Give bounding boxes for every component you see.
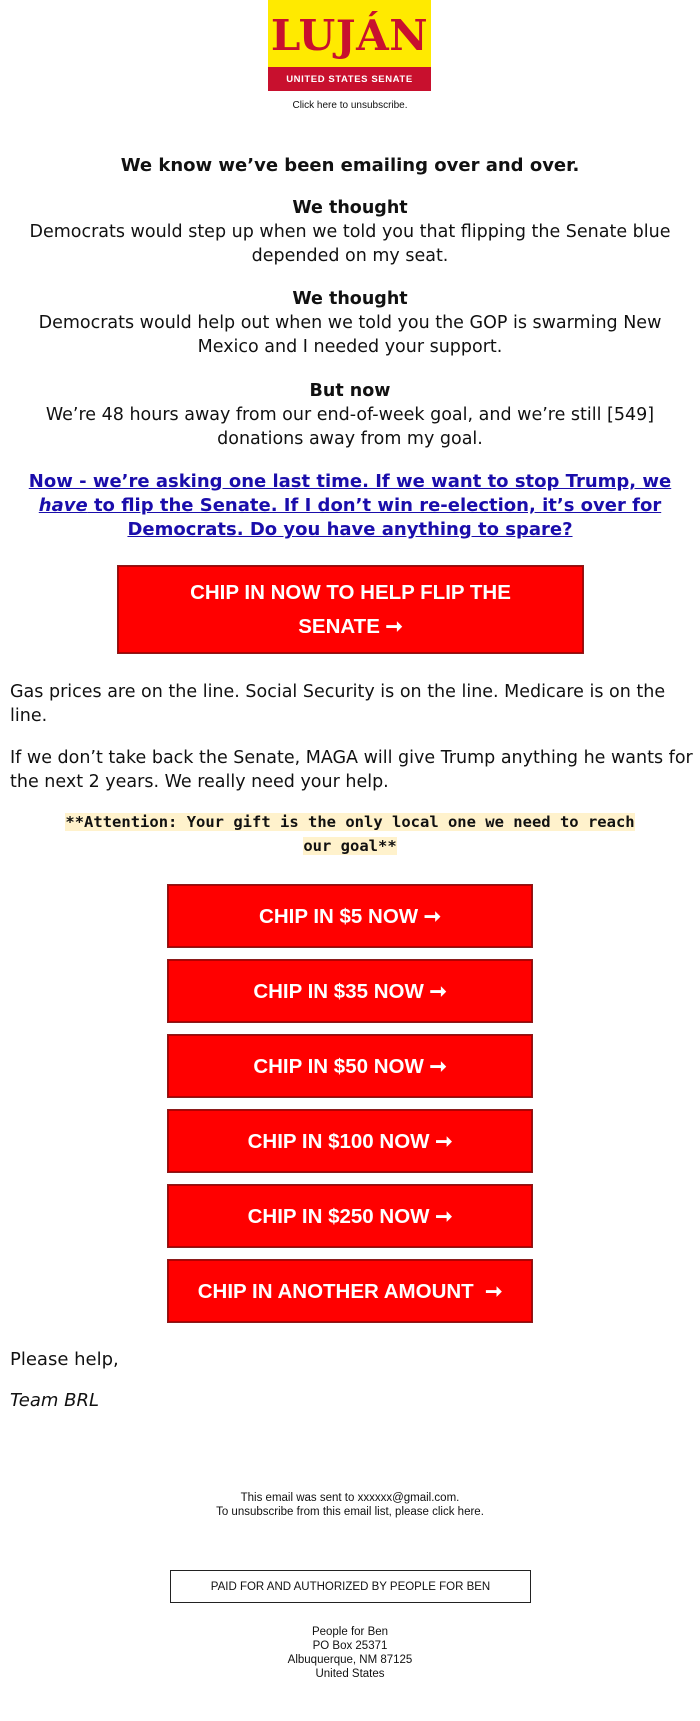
unsubscribe-link-top[interactable]: Click here to unsubscribe. <box>292 100 408 111</box>
paragraph-2-lead: We thought <box>292 289 408 309</box>
footer-address-po-box: PO Box 25371 <box>312 1640 388 1652</box>
signoff-line: Please help, <box>10 1349 119 1370</box>
attention-line-1: **Attention: Your gift is the only local one we need to reach <box>65 813 635 831</box>
attention-line-2: our goal** <box>303 837 397 855</box>
logo-name: LUJÁN <box>270 10 429 60</box>
paragraph-3 <box>12 379 688 451</box>
attention-notice <box>12 810 688 858</box>
paragraph-1-text: Democrats would step up when we told you that flipping the Senate blue depended on my seat. <box>29 222 671 266</box>
footer-address-name: People for Ben <box>311 1626 389 1638</box>
headline: We know we’ve been emailing over and over. <box>120 155 580 176</box>
link-text-emphasis[interactable]: have <box>38 495 88 516</box>
paragraph-3-text: We’re 48 hours away from our end-of-week goal, and we’re still [549] donations away from my goal. <box>45 405 655 449</box>
chip-in-35-button[interactable]: CHIP IN $35 NOW ➞ <box>167 959 533 1023</box>
footer-unsubscribe-link[interactable]: To unsubscribe from this email list, please click here. <box>216 1506 484 1518</box>
lujan-logo <box>268 0 431 91</box>
donate-text-link[interactable] <box>12 470 688 542</box>
chip-in-5-button[interactable]: CHIP IN $5 NOW ➞ <box>167 884 533 948</box>
logo-name-band <box>268 0 431 67</box>
chip-in-100-button[interactable]: CHIP IN $100 NOW ➞ <box>167 1109 533 1173</box>
paragraph-2 <box>12 287 688 359</box>
footer-address-city: Albuquerque, NM 87125 <box>287 1654 413 1666</box>
footer-address-country: United States <box>315 1668 385 1680</box>
logo-subtitle: UNITED STATES SENATE <box>268 67 431 91</box>
paid-for-disclaimer: PAID FOR AND AUTHORIZED BY PEOPLE FOR BEN <box>170 1570 531 1603</box>
body-paragraph-1: Gas prices are on the line. Social Security is on the line. Medicare is on the line. <box>10 682 666 726</box>
chip-in-250-button[interactable]: CHIP IN $250 NOW ➞ <box>167 1184 533 1248</box>
paragraph-1 <box>12 196 688 268</box>
chip-in-another-amount-button[interactable]: CHIP IN ANOTHER AMOUNT ➞ <box>167 1259 533 1323</box>
link-text-part-2[interactable]: to flip the Senate. If I don’t win re-election, it’s over for Democrats. Do you have anything to spare? <box>87 495 662 540</box>
signoff-team: Team BRL <box>10 1390 100 1411</box>
paragraph-3-lead: But now <box>309 381 391 401</box>
chip-in-50-button[interactable]: CHIP IN $50 NOW ➞ <box>167 1034 533 1098</box>
body-paragraph-2: If we don’t take back the Senate, MAGA will give Trump anything he wants for the next 2 years. We really need your help. <box>10 748 693 792</box>
footer-sent-to: This email was sent to xxxxxx@gmail.com. <box>240 1492 460 1504</box>
paragraph-1-lead: We thought <box>292 198 408 218</box>
chip-in-flip-senate-button[interactable]: CHIP IN NOW TO HELP FLIP THE SENATE ➞ <box>117 565 584 654</box>
link-text-part-1[interactable]: Now - we’re asking one last time. If we want to stop Trump, we <box>28 471 672 492</box>
paragraph-2-text: Democrats would help out when we told you the GOP is swarming New Mexico and I needed your support. <box>38 313 662 357</box>
